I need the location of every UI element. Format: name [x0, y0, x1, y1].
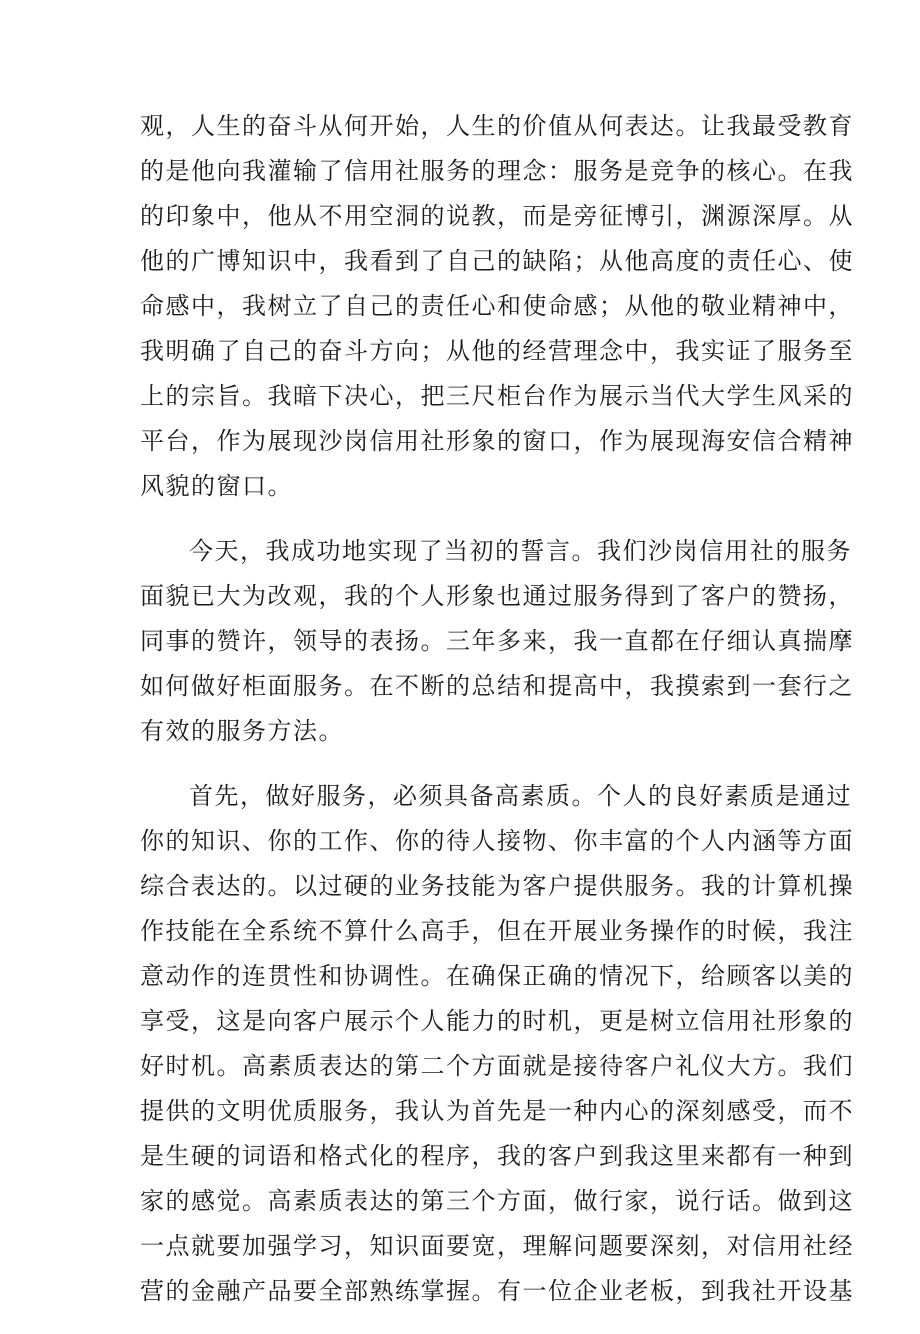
paragraph-1 — [140, 104, 854, 509]
text-line: 观，人生的奋斗从何开始，人生的价值从何表达。让我最受教育 — [140, 112, 854, 140]
text-line: 是生硬的词语和格式化的程序，我的客户到我这里来都有一种到 — [140, 1142, 854, 1170]
text-line: 营的金融产品要全部熟练掌握。有一位企业老板，到我社开设基 — [140, 1277, 854, 1305]
text-line: 综合表达的。以过硬的业务技能为客户提供服务。我的计算机操 — [140, 872, 854, 900]
text-line: 的是他向我灌输了信用社服务的理念：服务是竞争的核心。在我 — [140, 157, 854, 185]
text-line: 作技能在全系统不算什么高手，但在开展业务操作的时候，我注 — [140, 917, 854, 945]
text-line: 首先，做好服务，必须具备高素质。个人的良好素质是通过 — [189, 782, 852, 810]
text-line: 一点就要加强学习，知识面要宽，理解问题要深刻，对信用社经 — [140, 1232, 854, 1260]
text-line: 好时机。高素质表达的第二个方面就是接待客户礼仪大方。我们 — [140, 1052, 854, 1080]
text-line: 享受，这是向客户展示个人能力的时机，更是树立信用社形象的 — [140, 1007, 854, 1035]
text-line: 家的感觉。高素质表达的第三个方面，做行家，说行话。做到这 — [140, 1187, 854, 1215]
text-line: 平台，作为展现沙岗信用社形象的窗口，作为展现海安信合精神 — [140, 427, 854, 455]
paragraph-2 — [140, 529, 854, 754]
text-line: 面貌已大为改观，我的个人形象也通过服务得到了客户的赞扬， — [140, 582, 854, 610]
document-body — [140, 104, 854, 1334]
text-line: 风貌的窗口。 — [140, 472, 293, 500]
text-line: 上的宗旨。我暗下决心，把三尺柜台作为展示当代大学生风采的 — [140, 382, 854, 410]
paragraph-3 — [140, 774, 854, 1314]
text-line: 意动作的连贯性和协调性。在确保正确的情况下，给顾客以美的 — [140, 962, 854, 990]
text-line: 今天，我成功地实现了当初的誓言。我们沙岗信用社的服务 — [189, 537, 852, 565]
text-line: 有效的服务方法。 — [140, 717, 344, 745]
text-line: 你的知识、你的工作、你的待人接物、你丰富的个人内涵等方面 — [140, 827, 854, 855]
text-line: 他的广博知识中，我看到了自己的缺陷；从他高度的责任心、使 — [140, 247, 854, 275]
text-line: 提供的文明优质服务，我认为首先是一种内心的深刻感受，而不 — [140, 1097, 854, 1125]
text-line: 同事的赞许，领导的表扬。三年多来，我一直都在仔细认真揣摩 — [140, 627, 854, 655]
text-line: 命感中，我树立了自己的责任心和使命感；从他的敬业精神中， — [140, 292, 854, 320]
text-line: 我明确了自己的奋斗方向；从他的经营理念中，我实证了服务至 — [140, 337, 854, 365]
text-line: 的印象中，他从不用空洞的说教，而是旁征博引，渊源深厚。从 — [140, 202, 854, 230]
text-line: 如何做好柜面服务。在不断的总结和提高中，我摸索到一套行之 — [140, 672, 854, 700]
